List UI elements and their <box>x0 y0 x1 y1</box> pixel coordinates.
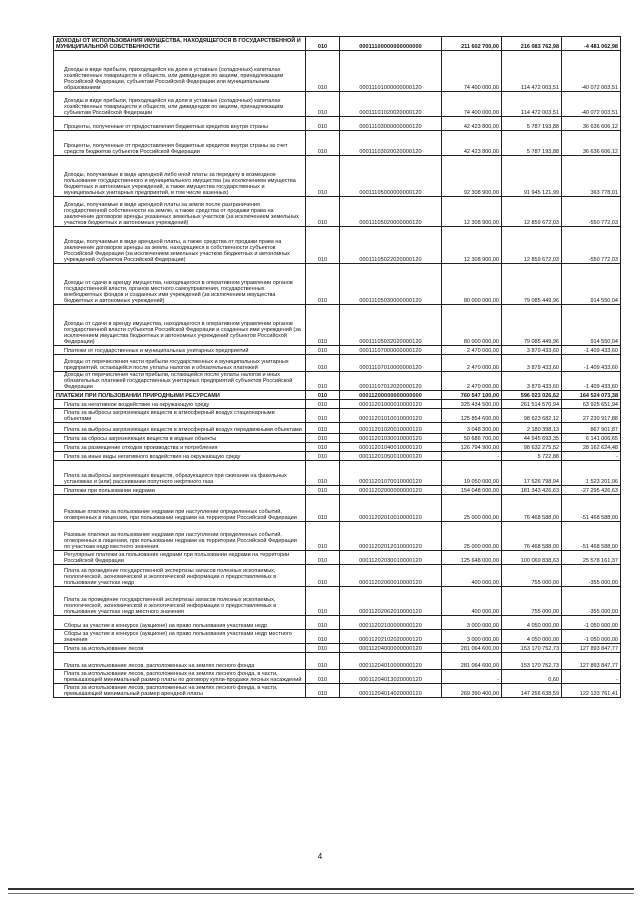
cell-plan: 2 470 000,00 <box>442 346 502 355</box>
cell-name: Плата за выбросы загрязняющих веществ в атмосферный воздух стационарными объектами <box>54 409 306 423</box>
cell-deviation: - <box>562 670 621 684</box>
cell-plan: 211 602 700,00 <box>442 37 502 51</box>
cell-code: 010 <box>306 409 340 423</box>
cell-deviation: -355 000,00 <box>562 587 621 616</box>
cell-name: Плата за использование лесов, расположенных на землях лесного фонда, в части, превышающей минимальный размер арендной платы <box>54 684 306 698</box>
cell-kbk: 00011105030000000120 <box>340 264 442 305</box>
cell-name: Доходы от сдачи в аренду имущества, находящегося в оперативном управлении органов государственной власти субъектов Российской Федерации и созданных ими учреждений (за исключением имущества бюджетных и автономных учреждений субъектов Российской Федерации) <box>54 305 306 346</box>
cell-deviation: 63 925 651,94 <box>562 400 621 409</box>
cell-plan: 281 064 600,00 <box>442 644 502 653</box>
cell-fact: 2 180 398,13 <box>502 423 562 434</box>
cell-fact: 261 514 570,94 <box>502 400 562 409</box>
cell-fact: 3 879 433,60 <box>502 355 562 372</box>
cell-code: 010 <box>306 227 340 264</box>
cell-name: Плата за негативное воздействие на окружающую среду <box>54 400 306 409</box>
cell-plan: 400 000,00 <box>442 565 502 587</box>
cell-fact: 153 170 752,73 <box>502 653 562 670</box>
cell-plan: 25 000 000,00 <box>442 495 502 522</box>
cell-name: Платежи при пользовании недрами <box>54 486 306 495</box>
cell-plan: 3 048 300,00 <box>442 423 502 434</box>
table-row <box>54 587 621 616</box>
cell-code: 010 <box>306 461 340 486</box>
cell-plan: 281 064 600,00 <box>442 653 502 670</box>
footer-rule-thin <box>8 893 634 894</box>
cell-kbk: 00011103020020000120 <box>340 131 442 156</box>
cell-kbk: 00011202102020000120 <box>340 630 442 644</box>
cell-kbk: 00011107010000000120 <box>340 355 442 372</box>
cell-kbk: 00011202100000000120 <box>340 616 442 630</box>
table-row <box>54 495 621 522</box>
cell-plan: 2 470 000,00 <box>442 372 502 391</box>
cell-fact: 5 722,88 <box>502 452 562 461</box>
cell-kbk: 00011103000000000120 <box>340 117 442 131</box>
cell-name: ПЛАТЕЖИ ПРИ ПОЛЬЗОВАНИИ ПРИРОДНЫМИ РЕСУРСАМИ <box>54 391 306 400</box>
table-row <box>54 305 621 346</box>
cell-deviation: -355 000,00 <box>562 565 621 587</box>
cell-name: Плата за использование лесов, расположенных на землях лесного фонда, в части, превышающей минимальный размер платы по договору купли-продажи лесных насаждений <box>54 670 306 684</box>
table-row <box>54 400 621 409</box>
cell-kbk: 00011204000000000120 <box>340 644 442 653</box>
cell-code: 010 <box>306 684 340 698</box>
cell-code: 010 <box>306 391 340 400</box>
cell-deviation: 25 578 161,37 <box>562 551 621 565</box>
cell-plan: 2 470 000,00 <box>442 355 502 372</box>
cell-code: 010 <box>306 486 340 495</box>
table-row <box>54 372 621 391</box>
cell-code: 010 <box>306 565 340 587</box>
cell-deviation: 914 550,04 <box>562 264 621 305</box>
cell-kbk: 00011100000000000000 <box>340 37 442 51</box>
cell-name: Платежи от государственных и муниципальных унитарных предприятий <box>54 346 306 355</box>
cell-kbk: 00011202000000000120 <box>340 486 442 495</box>
cell-kbk: 00011105022020000120 <box>340 227 442 264</box>
table-row <box>54 92 621 117</box>
cell-fact: 12 859 672,03 <box>502 227 562 264</box>
cell-plan: 3 000 000,00 <box>442 630 502 644</box>
cell-fact: 98 623 682,12 <box>502 409 562 423</box>
cell-plan: 12 308 900,00 <box>442 197 502 227</box>
table-row <box>54 156 621 197</box>
cell-fact: 4 050 000,00 <box>502 630 562 644</box>
cell-deviation: 1 523 201,06 <box>562 461 621 486</box>
table-row <box>54 434 621 443</box>
table-row <box>54 630 621 644</box>
table-row <box>54 551 621 565</box>
cell-deviation: 363 778,01 <box>562 156 621 197</box>
cell-code: 010 <box>306 346 340 355</box>
table-row <box>54 522 621 551</box>
cell-kbk: 00011201050010000120 <box>340 452 442 461</box>
cell-kbk: 00011105000000000120 <box>340 156 442 197</box>
cell-name: Регулярные платежи за пользование недрами при пользовании недрами на территории Российской Федерации <box>54 551 306 565</box>
cell-fact: 44 545 693,35 <box>502 434 562 443</box>
table-row <box>54 670 621 684</box>
cell-fact: 147 256 638,59 <box>502 684 562 698</box>
cell-fact: 12 859 672,03 <box>502 197 562 227</box>
cell-plan: 42 423 800,00 <box>442 117 502 131</box>
cell-fact: 91 945 121,99 <box>502 156 562 197</box>
cell-code: 010 <box>306 37 340 51</box>
cell-name: Сборы за участие в конкурсе (аукционе) на право пользования участками недр <box>54 616 306 630</box>
table-row <box>54 131 621 156</box>
table-row <box>54 452 621 461</box>
table-row <box>54 409 621 423</box>
page-number: 4 <box>317 852 323 861</box>
cell-kbk: 00011105032020000120 <box>340 305 442 346</box>
cell-name: Плата за сбросы загрязняющих веществ в водные объекты <box>54 434 306 443</box>
table-row <box>54 423 621 434</box>
cell-code: 010 <box>306 156 340 197</box>
cell-name: Доходы от сдачи в аренду имущества, находящегося в оперативном управлении органов государственной власти, органов местного самоуправления, государственных внебюджетных фондов и созданных ими учреждений (за исключением имущества бюджетных и автономных учреждений) <box>54 264 306 305</box>
table-row <box>54 37 621 51</box>
cell-deviation: -1 050 000,00 <box>562 616 621 630</box>
cell-deviation: 36 636 606,12 <box>562 131 621 156</box>
cell-plan: 12 308 900,00 <box>442 227 502 264</box>
cell-plan: - <box>442 452 502 461</box>
table-row <box>54 355 621 372</box>
table-row <box>54 117 621 131</box>
cell-kbk: 00011201010010000120 <box>340 409 442 423</box>
cell-plan: 269 390 400,00 <box>442 684 502 698</box>
cell-fact: 596 023 026,62 <box>502 391 562 400</box>
table-row <box>54 197 621 227</box>
cell-code: 010 <box>306 653 340 670</box>
cell-fact: 100 069 838,63 <box>502 551 562 565</box>
table-row <box>54 653 621 670</box>
cell-deviation: -27 295 426,63 <box>562 486 621 495</box>
cell-plan: 80 000 000,00 <box>442 264 502 305</box>
cell-code: 010 <box>306 305 340 346</box>
table-row <box>54 391 621 400</box>
cell-kbk: 00011201000010000120 <box>340 400 442 409</box>
cell-name: Плата за выбросы загрязняющих веществ в атмосферный воздух передвижными объектами <box>54 423 306 434</box>
cell-fact: 3 879 433,60 <box>502 346 562 355</box>
table-row <box>54 461 621 486</box>
cell-plan: 760 547 100,00 <box>442 391 502 400</box>
cell-kbk: 00011202030010000120 <box>340 551 442 565</box>
cell-kbk: 00011105020000000120 <box>340 197 442 227</box>
table-row <box>54 443 621 452</box>
cell-kbk: 00011202062010000120 <box>340 587 442 616</box>
cell-name: Плата за использование лесов, расположенных на землях лесного фонда <box>54 653 306 670</box>
cell-fact: 5 787 193,88 <box>502 131 562 156</box>
cell-deviation: 164 524 073,38 <box>562 391 621 400</box>
cell-code: 010 <box>306 131 340 156</box>
cell-plan: 125 854 600,00 <box>442 409 502 423</box>
cell-name: Доходы, получаемые в виде арендной платы за земли после разграничения государственной собственности на землю, а также средства от продажи права на заключение договоров аренды указанных земельных участков (за исключением земельных участков бюджетных и автономных учреждений) <box>54 197 306 227</box>
cell-code: 010 <box>306 616 340 630</box>
table-row <box>54 565 621 587</box>
cell-code: 010 <box>306 452 340 461</box>
cell-code: 010 <box>306 197 340 227</box>
cell-name: Доходы от перечисления части прибыли государственных и муниципальных унитарных предприятий, остающейся после уплаты налогов и обязательных платежей <box>54 355 306 372</box>
cell-fact: 76 468 588,00 <box>502 522 562 551</box>
cell-deviation: 127 893 847,77 <box>562 644 621 653</box>
cell-plan: 50 686 700,00 <box>442 434 502 443</box>
cell-kbk: 00011107000000000120 <box>340 346 442 355</box>
cell-deviation: -1 409 433,60 <box>562 372 621 391</box>
cell-code: 010 <box>306 630 340 644</box>
cell-code: 010 <box>306 670 340 684</box>
cell-name: Доходы, получаемые в виде арендной платы, а также средства от продажи права на заключение договоров аренды за земли, находящиеся в собственности субъектов Российской Федерации (за исключением земельных участков бюджетных и автономных учреждений субъектов Российской Федерации) <box>54 227 306 264</box>
cell-plan: 325 434 500,00 <box>442 400 502 409</box>
table-row <box>54 346 621 355</box>
cell-fact: 0,60 <box>502 670 562 684</box>
cell-fact: 3 879 433,60 <box>502 372 562 391</box>
table-row <box>54 616 621 630</box>
table-row <box>54 51 621 92</box>
cell-plan: 74 400 000,00 <box>442 92 502 117</box>
cell-code: 010 <box>306 495 340 522</box>
table-row <box>54 227 621 264</box>
cell-plan: 25 000 000,00 <box>442 522 502 551</box>
cell-plan: 74 400 000,00 <box>442 51 502 92</box>
cell-code: 010 <box>306 551 340 565</box>
table-row <box>54 644 621 653</box>
cell-name: Доходы в виде прибыли, приходящейся на доли в уставных (складочных) капиталах хозяйственных товариществ и обществ, или дивидендов по акциям, принадлежащим Российской Федерации, субъектам Российской Федерации или муниципальным образованиям <box>54 51 306 92</box>
cell-fact: 114 472 003,51 <box>502 51 562 92</box>
cell-fact: 114 472 003,51 <box>502 92 562 117</box>
cell-code: 010 <box>306 355 340 372</box>
cell-code: 010 <box>306 372 340 391</box>
cell-deviation: -550 772,03 <box>562 227 621 264</box>
cell-kbk: 00011201040010000120 <box>340 443 442 452</box>
cell-plan: 80 000 000,00 <box>442 305 502 346</box>
cell-code: 010 <box>306 264 340 305</box>
cell-deviation: 867 901,87 <box>562 423 621 434</box>
cell-deviation: -1 050 000,00 <box>562 630 621 644</box>
cell-fact: 98 632 275,52 <box>502 443 562 452</box>
cell-code: 010 <box>306 644 340 653</box>
cell-name: Плата за использование лесов <box>54 644 306 653</box>
cell-fact: 181 343 426,63 <box>502 486 562 495</box>
cell-deviation: -40 072 003,51 <box>562 51 621 92</box>
table-row <box>54 486 621 495</box>
cell-fact: 5 787 193,88 <box>502 117 562 131</box>
cell-code: 010 <box>306 92 340 117</box>
footer-rule <box>8 888 634 890</box>
cell-deviation: -51 468 588,00 <box>562 522 621 551</box>
cell-fact: 79 085 449,96 <box>502 305 562 346</box>
cell-deviation: 27 230 917,88 <box>562 409 621 423</box>
cell-fact: 153 170 752,73 <box>502 644 562 653</box>
cell-name: Разовые платежи за пользование недрами при наступлении определенных событий, оговоренных в лицензии, при пользовании недрами на территории Российской Федерации по участкам недр местного значения <box>54 522 306 551</box>
cell-deviation: -40 072 003,51 <box>562 92 621 117</box>
cell-plan: 154 048 000,00 <box>442 486 502 495</box>
cell-code: 010 <box>306 117 340 131</box>
cell-kbk: 00011204013020000120 <box>340 670 442 684</box>
cell-plan: 42 423 800,00 <box>442 131 502 156</box>
cell-name: Плата за размещение отходов производства и потребления <box>54 443 306 452</box>
cell-deviation: 36 636 606,12 <box>562 117 621 131</box>
revenue-table-body <box>54 37 621 698</box>
cell-kbk: 00011201030010000120 <box>340 434 442 443</box>
cell-kbk: 00011204014020000120 <box>340 684 442 698</box>
cell-name: Сборы за участие в конкурсе (аукционе) на право пользования участками недр местного значения <box>54 630 306 644</box>
cell-kbk: 00011204010000000120 <box>340 653 442 670</box>
cell-deviation: -1 409 433,60 <box>562 355 621 372</box>
cell-code: 010 <box>306 400 340 409</box>
cell-name: Плата за выбросы загрязняющих веществ, образующихся при сжигании на факельных установках и (или) рассеивании попутного нефтяного газа <box>54 461 306 486</box>
cell-kbk: 00011200000000000000 <box>340 391 442 400</box>
cell-deviation: -4 481 062,98 <box>562 37 621 51</box>
cell-deviation: - <box>562 452 621 461</box>
cell-deviation: 127 893 847,77 <box>562 653 621 670</box>
cell-fact: 216 083 762,98 <box>502 37 562 51</box>
cell-fact: 79 085 449,96 <box>502 264 562 305</box>
cell-code: 010 <box>306 51 340 92</box>
cell-name: ДОХОДЫ ОТ ИСПОЛЬЗОВАНИЯ ИМУЩЕСТВА, НАХОДЯЩЕГОСЯ В ГОСУДАРСТВЕННОЙ И МУНИЦИПАЛЬНОЙ СОБСТВЕННОСТИ <box>54 37 306 51</box>
cell-code: 010 <box>306 423 340 434</box>
cell-name: Доходы, получаемые в виде арендной либо иной платы за передачу в возмездное пользование государственного и муниципального имущества (за исключением имущества бюджетных и автономных учреждений, а также имущества государственных и муниципальных унитарных предприятий, в том числе казенных) <box>54 156 306 197</box>
cell-deviation: 122 133 761,41 <box>562 684 621 698</box>
table-row <box>54 264 621 305</box>
cell-fact: 755 000,00 <box>502 587 562 616</box>
cell-kbk: 00011202012010000120 <box>340 522 442 551</box>
cell-fact: 76 468 588,00 <box>502 495 562 522</box>
cell-kbk: 00011107012020000120 <box>340 372 442 391</box>
cell-deviation: 6 141 006,65 <box>562 434 621 443</box>
cell-fact: 4 050 000,00 <box>502 616 562 630</box>
cell-name: Разовые платежи за пользование недрами при наступлении определенных событий, оговоренных в лицензии, при пользовании недрами на территории Российской Федерации <box>54 495 306 522</box>
cell-deviation: 914 550,04 <box>562 305 621 346</box>
cell-deviation: -51 468 588,00 <box>562 495 621 522</box>
cell-fact: 755 000,00 <box>502 565 562 587</box>
cell-name: Проценты, полученные от предоставления бюджетных кредитов внутри страны за счет средств бюджетов субъектов Российской Федерации <box>54 131 306 156</box>
cell-kbk: 00011202060010000120 <box>340 565 442 587</box>
revenue-table <box>53 36 621 698</box>
cell-kbk: 00011201070010000120 <box>340 461 442 486</box>
cell-plan: 400 000,00 <box>442 587 502 616</box>
cell-plan: 92 308 900,00 <box>442 156 502 197</box>
cell-deviation: 28 162 624,48 <box>562 443 621 452</box>
cell-plan: 126 794 900,00 <box>442 443 502 452</box>
cell-kbk: 00011201020010000120 <box>340 423 442 434</box>
cell-code: 010 <box>306 587 340 616</box>
cell-name: Плата за иные виды негативного воздействия на окружающую среду <box>54 452 306 461</box>
cell-plan: - <box>442 670 502 684</box>
cell-plan: 3 000 000,00 <box>442 616 502 630</box>
cell-plan: 19 050 000,00 <box>442 461 502 486</box>
cell-deviation: -550 772,03 <box>562 197 621 227</box>
cell-kbk: 00011101020020000120 <box>340 92 442 117</box>
table-row <box>54 684 621 698</box>
cell-name: Плата за проведение государственной экспертизы запасов полезных ископаемых, геологической, экономической и экологической информации о предоставляемых в пользование участках недр <box>54 565 306 587</box>
cell-code: 010 <box>306 522 340 551</box>
cell-name: Доходы от перечисления части прибыли, остающейся после уплаты налогов и иных обязательных платежей государственных унитарных предприятий субъектов Российской Федерации <box>54 372 306 391</box>
cell-deviation: -1 409 433,60 <box>562 346 621 355</box>
cell-code: 010 <box>306 443 340 452</box>
cell-name: Проценты, полученные от предоставления бюджетных кредитов внутри страны <box>54 117 306 131</box>
cell-kbk: 00011202010010000120 <box>340 495 442 522</box>
cell-name: Плата за проведение государственной экспертизы запасов полезных ископаемых, геологической, экономической и экологической информации о предоставляемых в пользование участках недр местного значения <box>54 587 306 616</box>
cell-fact: 17 526 798,94 <box>502 461 562 486</box>
cell-code: 010 <box>306 434 340 443</box>
cell-plan: 125 648 000,00 <box>442 551 502 565</box>
cell-name: Доходы в виде прибыли, приходящейся на доли в уставных (складочных) капиталах хозяйственных товариществ и обществ, или дивидендов по акциям, принадлежащим субъектам Российской Федерации <box>54 92 306 117</box>
cell-kbk: 00011101000000000120 <box>340 51 442 92</box>
